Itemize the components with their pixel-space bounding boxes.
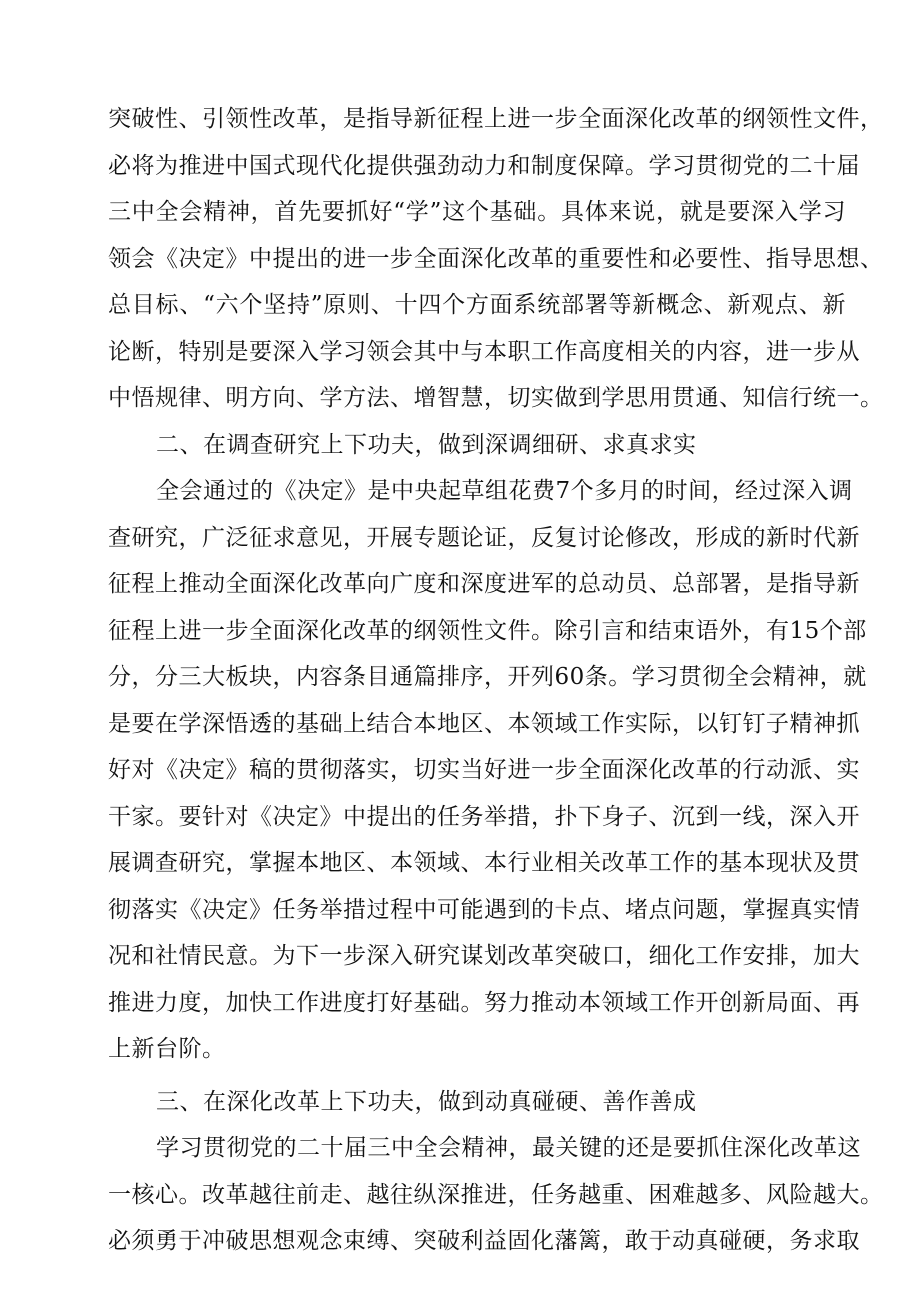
text-line: 是要在学深悟透的基础上结合本地区、本领域工作实际，以钉钉子精神抓 [108, 710, 860, 737]
text-line: 好对《决定》稿的贯彻落实，切实当好进一步全面深化改革的行动派、实 [108, 757, 860, 783]
text-line: 领会《决定》中提出的进一步全面深化改革的重要性和必要性、指导思想、 [108, 245, 884, 272]
text-line: 学习贯彻党的二十届三中全会精神，最关键的还是要抓住深化改革这 [156, 1135, 861, 1161]
text-line: 三中全会精神，首先要抓好“学”这个基础。具体来说，就是要深入学习 [108, 199, 846, 225]
text-line: 彻落实《决定》任务举措过程中可能遇到的卡点、堵点问题，掌握真实情 [108, 896, 860, 923]
text-line: 必将为推进中国式现代化提供强劲动力和制度保障。学习贯彻党的二十届 [108, 152, 860, 179]
text-line: 全会通过的《决定》是中央起草组花费7个多月的时间，经过深入调 [156, 478, 853, 504]
text-line: 征程上推动全面深化改革向广度和深度进军的总动员、总部署，是指导新 [108, 571, 860, 597]
text-line: 上新台阶。 [108, 1036, 226, 1062]
paragraph-2 [108, 468, 867, 1073]
text-line: 干家。要针对《决定》中提出的任务举措，扑下身子、沉到一线，深入开 [108, 803, 860, 830]
paragraph-1 [108, 96, 884, 422]
text-line: 总目标、“六个坚持”原则、十四个方面系统部署等新概念、新观点、新 [108, 292, 846, 318]
paragraph-3 [108, 1125, 884, 1265]
text-line: 查研究，广泛征求意见，开展专题论证，反复讨论修改，形成的新时代新 [108, 524, 860, 551]
text-line: 必须勇于冲破思想观念束缚、突破利益固化藩篱，敢于动真碰硬，务求取 [108, 1228, 860, 1254]
text-line: 况和社情民意。为下一步深入研究谋划改革突破口，细化工作安排，加大 [108, 943, 860, 969]
section-heading-3: 三、在深化改革上下功夫，做到动真碰硬、善作善成 [156, 1088, 697, 1115]
text-line: 中悟规律、明方向、学方法、增智慧，切实做到学思用贯通、知信行统一。 [108, 385, 884, 411]
text-line: 征程上进一步全面深化改革的纲领性文件。除引言和结束语外，有15个部 [108, 617, 867, 644]
text-line: 推进力度，加快工作进度打好基础。努力推动本领域工作开创新局面、再 [108, 989, 860, 1016]
text-line: 分，分三大板块，内容条目通篇排序，开列60条。学习贯彻全会精神，就 [108, 664, 867, 690]
section-heading-2: 二、在调查研究上下功夫，做到深调细研、求真求实 [156, 431, 697, 458]
text-line: 展调查研究，掌握本地区、本领域、本行业相关改革工作的基本现状及贯 [108, 850, 860, 876]
text-line: 一核心。改革越往前走、越往纵深推进，任务越重、困难越多、风险越大。 [108, 1181, 884, 1208]
text-line: 突破性、引领性改革，是指导新征程上进一步全面深化改革的纲领性文件， [108, 106, 884, 132]
text-line: 论断，特别是要深入学习领会其中与本职工作高度相关的内容，进一步从 [108, 338, 860, 365]
